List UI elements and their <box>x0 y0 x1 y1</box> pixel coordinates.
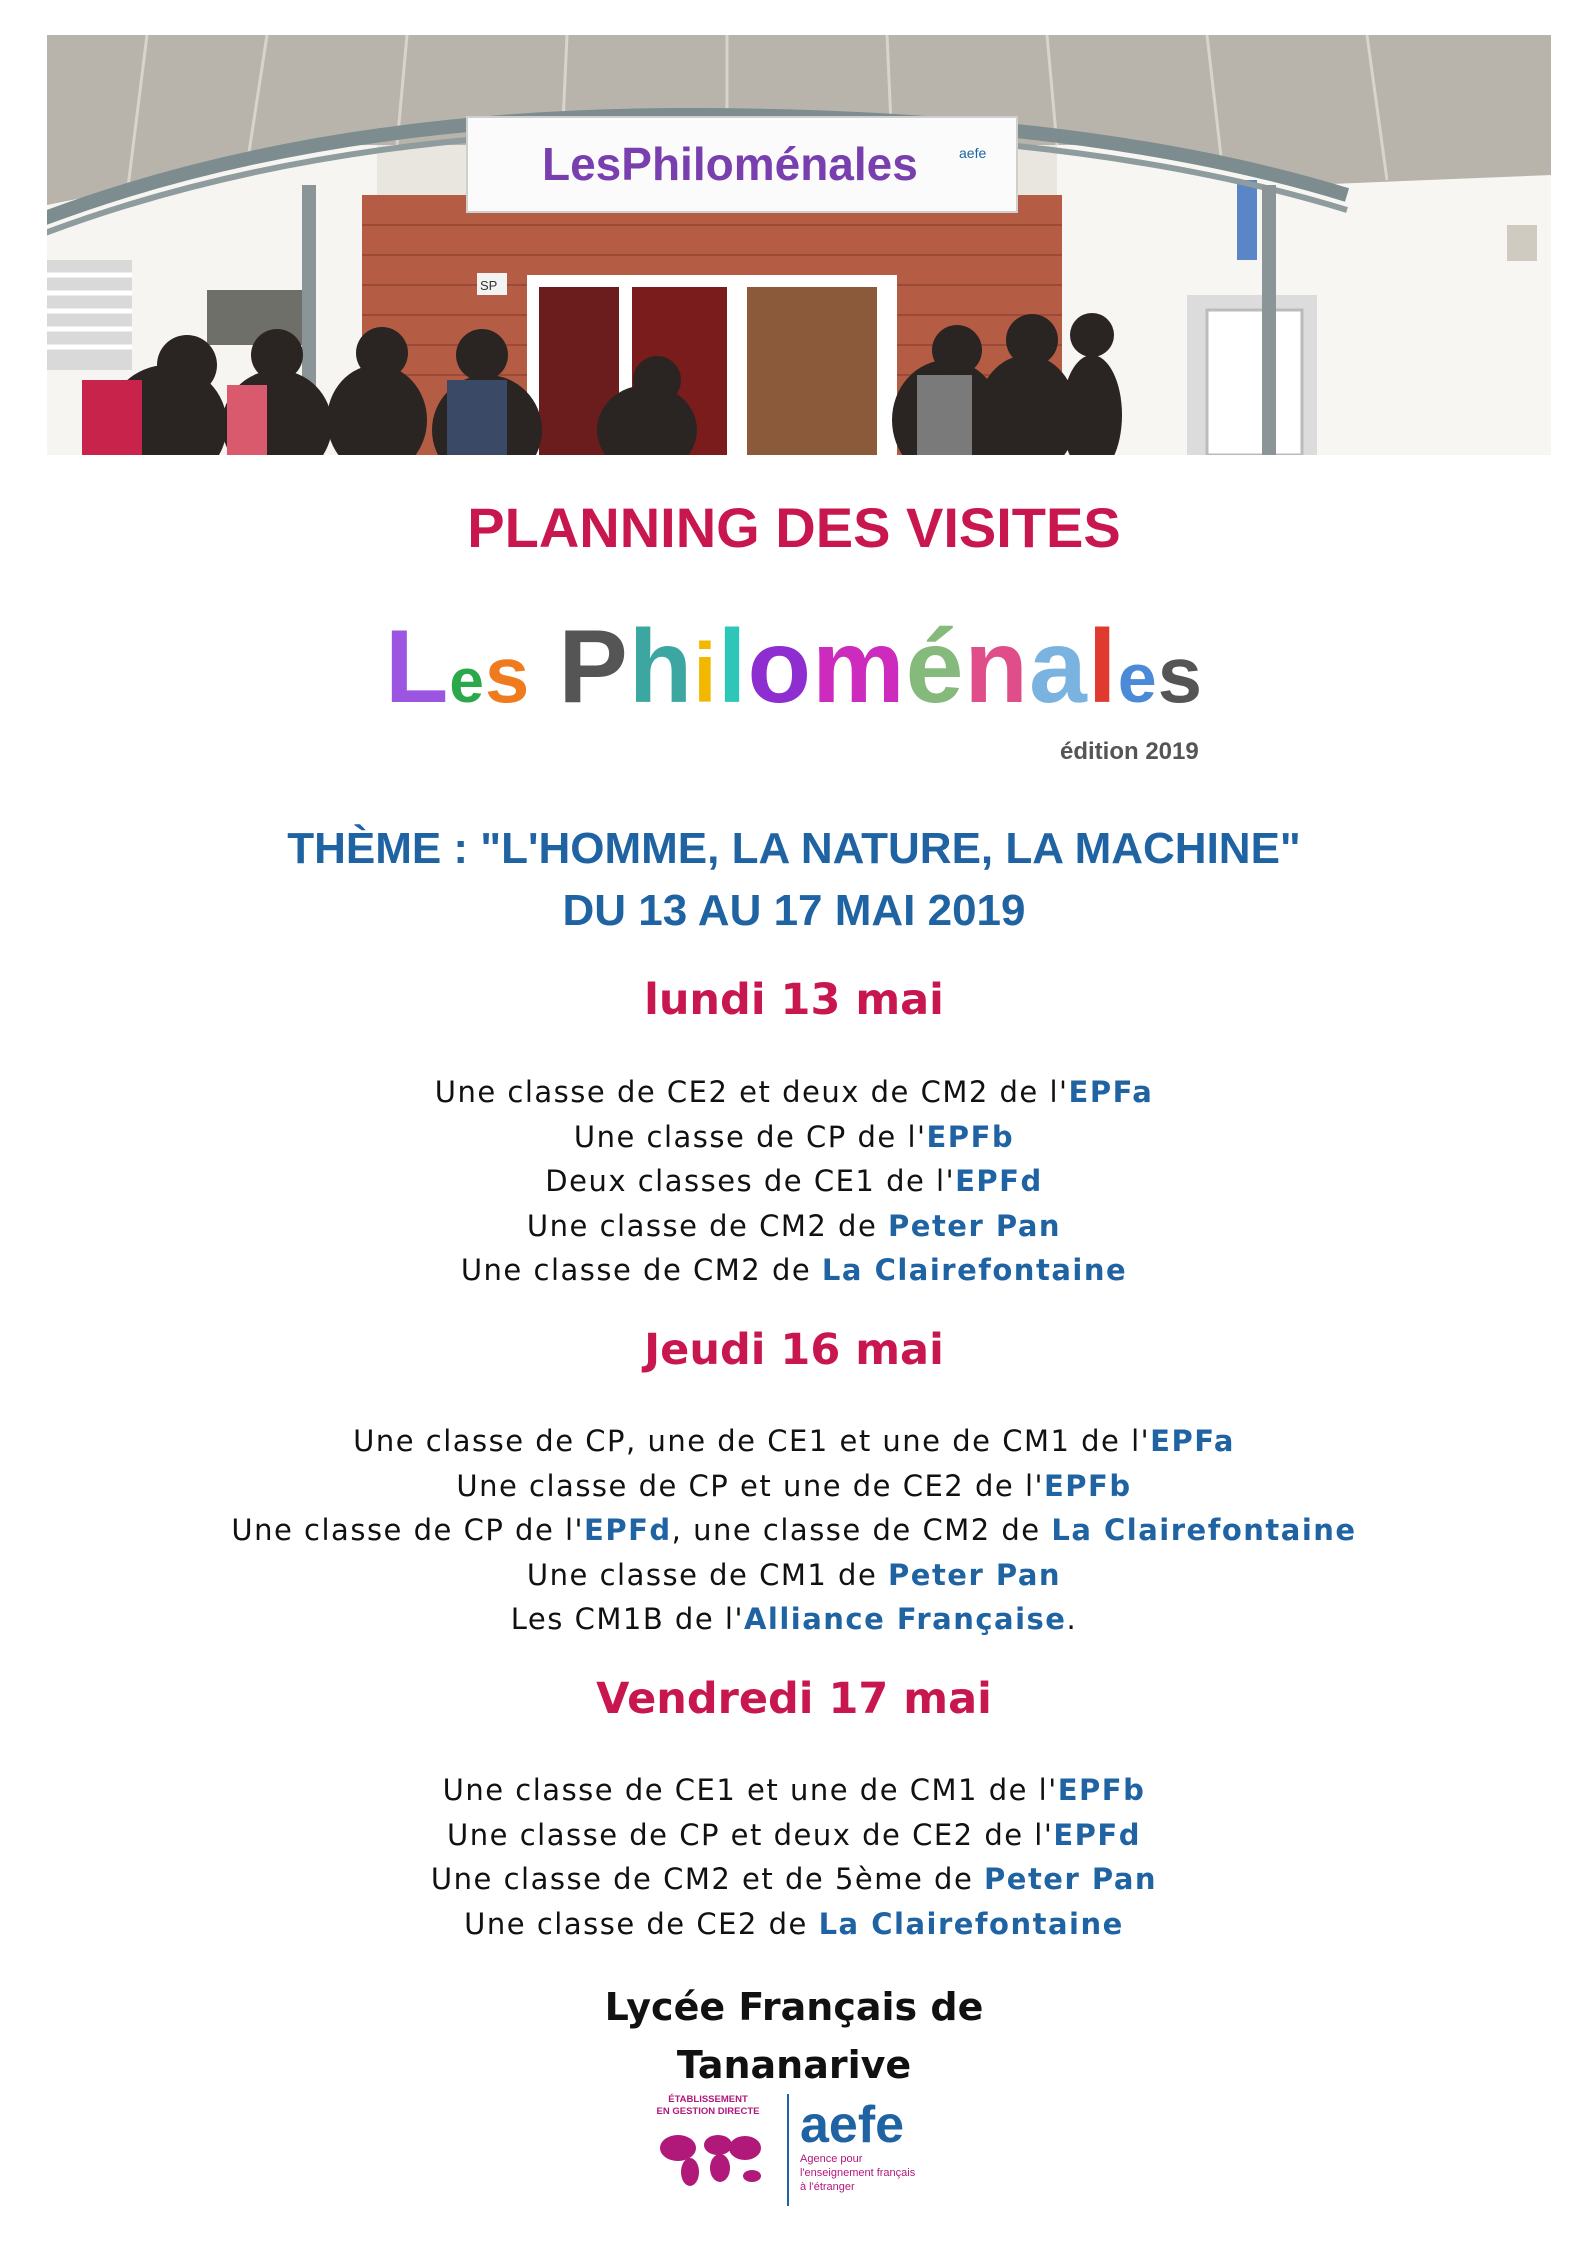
logo-letter: o <box>747 609 813 725</box>
school-highlight: Peter Pan <box>888 1208 1062 1243</box>
schedule-text: Une classe de CP et deux de CE2 de l' <box>447 1817 1054 1852</box>
school-highlight: Peter Pan <box>888 1557 1062 1592</box>
schedule-line <box>0 1115 1588 1160</box>
schedule-line <box>0 1464 1588 1509</box>
school-highlight: EPFd <box>955 1164 1043 1198</box>
schedule-text: Une classe de CE2 de <box>464 1906 819 1941</box>
logo-letter: L <box>384 609 450 725</box>
aefe-logo-graphic <box>650 2090 940 2210</box>
logo-letter: m <box>812 609 906 725</box>
schedule-line <box>0 1857 1588 1902</box>
schedule-text: Une classe de CM2 et de 5ème de <box>430 1862 985 1896</box>
logo-letter: é <box>905 609 965 725</box>
schedule-text: Les CM1B de l' <box>510 1602 744 1636</box>
schedule-line <box>0 1070 1588 1115</box>
logo-letter: e <box>1117 639 1158 717</box>
school-highlight: Peter Pan <box>984 1862 1158 1896</box>
schedule-line <box>0 1204 1588 1249</box>
schedule-text: Une classe de CP de l' <box>231 1513 585 1547</box>
school-entrance-photo <box>47 35 1551 455</box>
schedule-text: Une classe de CM2 de <box>526 1208 889 1243</box>
logo-letter: s <box>484 630 531 719</box>
school-highlight: Alliance Française <box>743 1602 1067 1636</box>
logo-letter: i <box>693 626 718 720</box>
schedule-line <box>0 1597 1588 1642</box>
schedule-text: Une classe de CP et une de CE2 de l' <box>456 1468 1044 1503</box>
aefe-tagline: l'enseignement français <box>800 2167 916 2179</box>
schedule-text: Deux classes de CE1 de l' <box>545 1164 956 1198</box>
school-highlight: EPFd <box>584 1513 672 1547</box>
logo-letter: a <box>1028 609 1088 725</box>
school-highlight: EPFa <box>1068 1075 1154 1109</box>
school-highlight: EPFb <box>1043 1468 1132 1503</box>
day-title: Jeudi 16 mai <box>644 1325 944 1375</box>
aefe-tagline: à l'étranger <box>800 2181 855 2193</box>
aefe-tagline: Agence pour <box>800 2153 863 2165</box>
school-name-line: Lycée Français de <box>604 1985 984 2029</box>
door-label: SP <box>480 278 498 293</box>
day-schedule <box>0 1419 1588 1642</box>
schedule-line <box>0 1159 1588 1204</box>
philomenales-logo <box>0 608 1588 738</box>
aefe-logo <box>650 2090 940 2210</box>
schedule-line <box>0 1902 1588 1947</box>
aefe-left-line: ÉTABLISSEMENT <box>668 2094 748 2105</box>
school-name <box>0 1978 1588 2094</box>
schedule-text: Une classe de CE1 et une de CM1 de l' <box>442 1773 1058 1807</box>
theme-block <box>0 818 1588 942</box>
school-highlight: La Clairefontaine <box>821 1253 1128 1287</box>
banner-sign-text: LesPhiloménales <box>542 138 918 190</box>
school-highlight: EPFd <box>1053 1817 1141 1852</box>
schedule-line <box>0 1813 1588 1858</box>
day-title: Vendredi 17 mai <box>596 1674 992 1724</box>
schedule-text: , une classe de CM2 de <box>671 1513 1052 1547</box>
school-highlight: La Clairefontaine <box>818 1906 1124 1941</box>
schedule-line <box>0 1553 1588 1598</box>
school-name-line: Tananarive <box>676 2043 912 2087</box>
logo-letter: e <box>449 647 485 716</box>
schedule-line <box>0 1248 1588 1293</box>
schedule-text: . <box>1066 1602 1078 1636</box>
schedule-line <box>0 1419 1588 1464</box>
logo-letter: s <box>1157 630 1204 719</box>
theme-dates: DU 13 AU 17 MAI 2019 <box>562 886 1026 935</box>
day-title: lundi 13 mai <box>644 975 944 1025</box>
school-highlight: EPFb <box>1057 1773 1146 1807</box>
school-highlight: EPFb <box>926 1119 1015 1154</box>
aefe-left-line: EN GESTION DIRECTE <box>656 2106 760 2117</box>
schedule-text: Une classe de CM1 de <box>526 1557 889 1592</box>
logo-letter: n <box>964 609 1029 725</box>
theme-line: THÈME : "L'HOMME, LA NATURE, LA MACHINE" <box>287 824 1301 873</box>
banner-sign-sub: aefe <box>959 145 987 161</box>
schedule-text: Une classe de CM2 de <box>460 1253 822 1287</box>
day-schedule <box>0 1768 1588 1946</box>
school-highlight: La Clairefontaine <box>1051 1513 1357 1547</box>
day-schedule <box>0 1070 1588 1293</box>
page-title: PLANNING DES VISITES <box>467 496 1121 559</box>
school-highlight: EPFa <box>1150 1424 1235 1458</box>
logo-letter: l <box>1087 609 1118 725</box>
schedule-text: Une classe de CE2 et deux de CM2 de l' <box>434 1075 1069 1109</box>
logo-letter: P <box>558 609 629 725</box>
schedule-text: Une classe de CP de l' <box>573 1119 927 1154</box>
logo-letter: l <box>717 609 748 725</box>
schedule-line <box>0 1508 1588 1553</box>
schedule-line <box>0 1768 1588 1813</box>
logo-letter: h <box>628 609 694 725</box>
aefe-brand: aefe <box>800 2096 905 2154</box>
logo-edition: édition 2019 <box>1060 738 1199 765</box>
header-photo <box>47 35 1551 455</box>
world-map-icon <box>660 2135 761 2186</box>
schedule-text: Une classe de CP, une de CE1 et une de CM1 de l' <box>353 1424 1151 1458</box>
